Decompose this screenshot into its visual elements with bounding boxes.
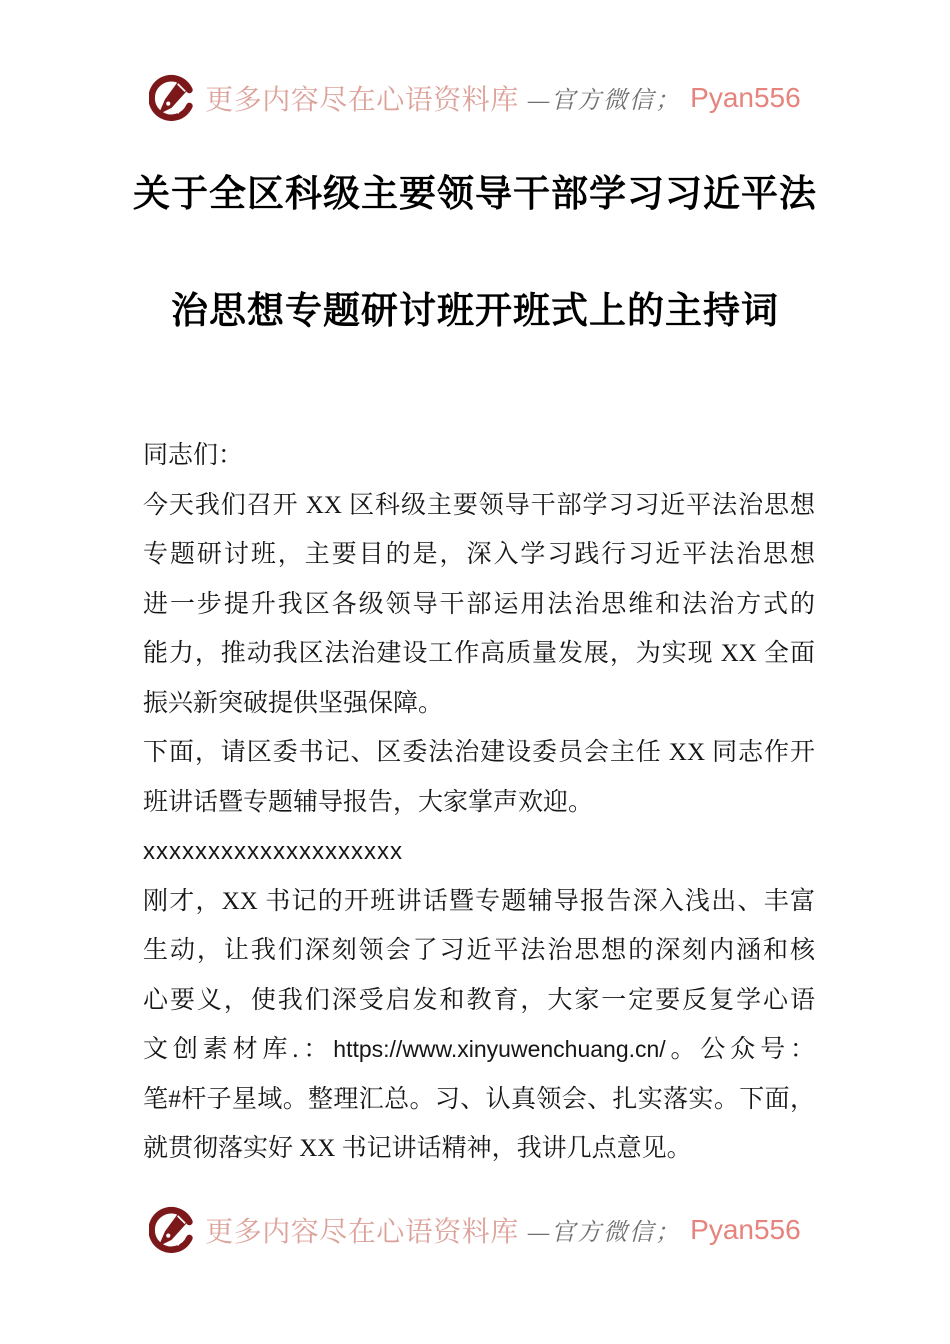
doc-line: 笔#杆子星域。整理汇总。习、认真领会、扎实落实。下面， (143, 1085, 815, 1113)
wechat-id: Pyan556 (690, 1213, 801, 1245)
fountain-pen-circle-icon (149, 74, 196, 121)
document-title (0, 176, 950, 331)
doc-line: 进一步提升我区各级领导干部运用法治思维和法治方式的 (143, 590, 815, 618)
doc-line: 班讲话暨专题辅导报告，大家掌声欢迎。 (143, 788, 594, 816)
doc-line: 专题研讨班，主要目的是，深入学习践行习近平法治思想 (143, 541, 815, 568)
wechat-id: Pyan556 (690, 81, 801, 113)
document-body (143, 431, 815, 1174)
website-url-text: https://www.xinyuwenchuang.cn/ (333, 1036, 666, 1062)
doc-line: 生动，让我们深刻领会了习近平法治思想的深刻内涵和核 (143, 937, 815, 964)
doc-line: 就贯彻落实好 XX 书记讲话精神，我讲几点意见。 (143, 1135, 692, 1162)
brand-text: 更多内容尽在心语资料库 (205, 1216, 519, 1248)
doc-line-x-placeholder: xxxxxxxxxxxxxxxxxxxx (143, 838, 403, 865)
title-line-2: 治思想专题研讨班开班式上的主持词 (171, 291, 779, 332)
doc-line-with-url (143, 1025, 815, 1075)
doc-line: 同志们： (143, 442, 244, 469)
fountain-pen-circle-icon (149, 1206, 196, 1253)
header-watermark (0, 74, 950, 121)
doc-line: 心要义，使我们深受启发和教育，大家一定要反复学心语 (143, 986, 815, 1014)
doc-line: 今天我们召开 XX 区科级主要领导干部学习习近平法治思想 (143, 491, 815, 519)
doc-line: 下面，请区委书记、区委法治建设委员会主任 XX 同志作开 (143, 739, 815, 766)
wechat-label: —官方微信； (527, 1220, 682, 1246)
doc-line: 刚才，XX 书记的开班讲话暨专题辅导报告深入浅出、丰富 (143, 887, 815, 915)
url-suffix-text: 。公众号： (665, 1036, 815, 1063)
url-prefix-text: 文创素材库.： (143, 1036, 334, 1063)
doc-line: 能力，推动我区法治建设工作高质量发展，为实现 XX 全面 (143, 640, 815, 667)
title-line-1: 关于全区科级主要领导干部学习习近平法 (133, 174, 817, 215)
brand-text: 更多内容尽在心语资料库 (205, 84, 519, 116)
footer-watermark (0, 1206, 950, 1253)
doc-line: 振兴新突破提供坚强保障。 (143, 689, 444, 717)
wechat-label: —官方微信； (527, 88, 682, 114)
